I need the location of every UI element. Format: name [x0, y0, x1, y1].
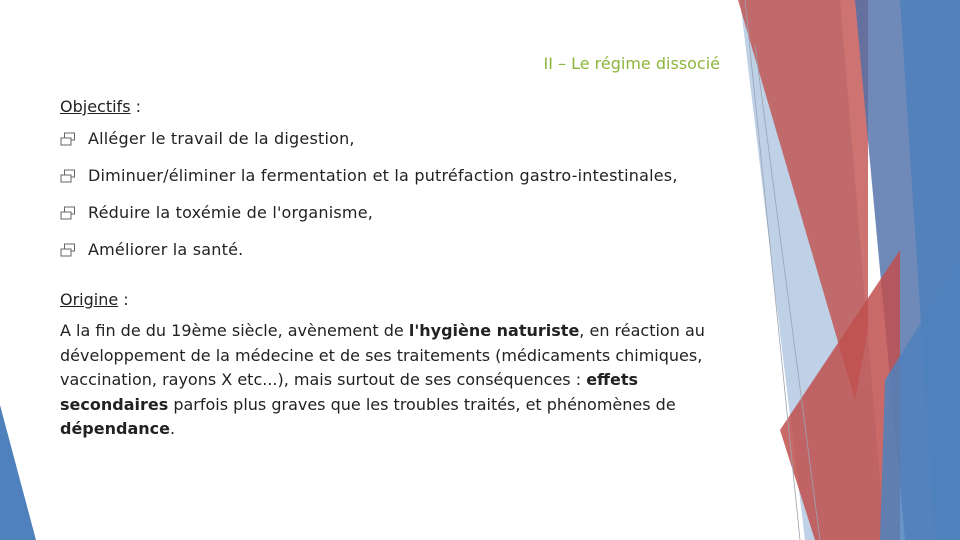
objectifs-list [60, 128, 720, 261]
para-text-1: A la fin de du 19ème siècle, avènement de [60, 321, 409, 340]
origine-heading [60, 289, 720, 311]
list-item [60, 202, 720, 224]
para-text-3: parfois plus graves que les troubles traités, et phénomènes de [168, 394, 676, 414]
list-item [60, 239, 720, 261]
list-item-text: Réduire la toxémie de l'organisme, [88, 203, 374, 222]
list-item-text: Alléger le travail de la digestion, [88, 129, 355, 148]
page-title: II – Le régime dissocié [543, 54, 720, 73]
objectifs-heading-colon: : [130, 97, 142, 116]
list-item-text: Diminuer/éliminer la fermentation et la putréfaction gastro-intestinales, [88, 166, 678, 185]
document-bullet-icon [60, 243, 76, 257]
origine-paragraph [60, 319, 720, 442]
origine-heading-colon: : [118, 290, 129, 309]
para-text-4: . [169, 419, 176, 438]
list-item [60, 128, 720, 150]
list-item [60, 165, 720, 187]
objectifs-heading [60, 96, 720, 118]
bottom-left-triangle [0, 405, 36, 540]
para-text-2: , en réaction au développement de la médecine et de ses traitements (médicaments chimiques, vaccination, rayons X etc...), mais surtout de ses conséquences : [60, 321, 705, 389]
slide-content [60, 96, 720, 442]
para-bold-2: effets secondaires [60, 370, 639, 414]
para-bold-1: l'hygiène naturiste [408, 321, 580, 340]
document-bullet-icon [60, 206, 76, 220]
document-bullet-icon [60, 132, 76, 146]
list-item-text: Améliorer la santé. [88, 240, 244, 259]
document-bullet-icon [60, 169, 76, 183]
objectifs-heading-text: Objectifs [60, 97, 131, 116]
para-bold-3: dépendance [60, 419, 170, 438]
origine-heading-text: Origine [60, 290, 119, 309]
